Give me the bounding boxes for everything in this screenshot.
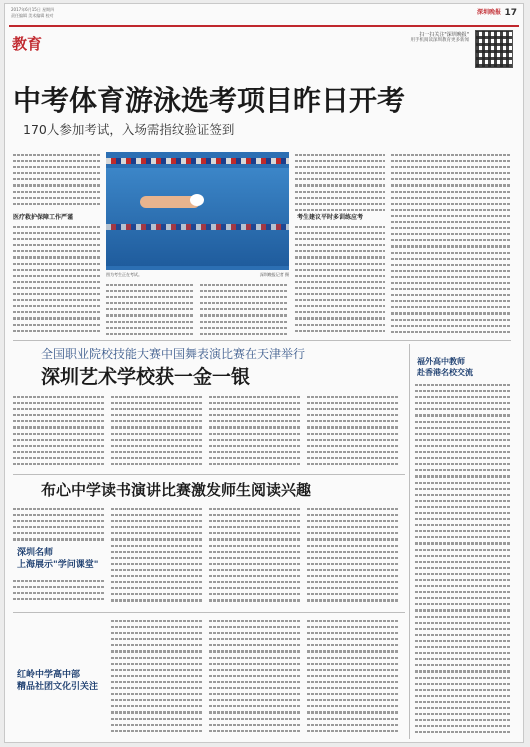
article2-headline[interactable]: 深圳艺术学校获一金一银 xyxy=(41,366,251,388)
article1-subhead: 医疗救护保障工作严谨 xyxy=(13,214,74,221)
sidebar-divider xyxy=(409,344,410,739)
paper-logo: 深圳晚报 xyxy=(476,9,501,16)
article4-body-col3 xyxy=(307,618,399,738)
newspaper-page xyxy=(4,3,524,743)
article1-body-col4b xyxy=(295,224,385,336)
article2-body-col2 xyxy=(111,394,203,470)
article3-headline[interactable]: 布心中学读书演讲比赛激发师生阅读兴趣 xyxy=(41,481,312,499)
article1-body-col3 xyxy=(200,282,288,337)
divider xyxy=(13,612,405,613)
sidebar-story2-title-a[interactable]: 深圳名师 xyxy=(17,548,54,558)
sidebar-story3-title-a[interactable]: 红岭中学高中部 xyxy=(17,670,81,680)
article2-body-col4 xyxy=(307,394,399,470)
date-line: 2017年6月15日 星期四 xyxy=(11,7,55,12)
pool-water xyxy=(106,168,289,266)
article1-headline[interactable]: 中考体育游泳选考项目昨日开考 xyxy=(13,84,406,117)
article1-body-col1a xyxy=(13,152,101,212)
article1-body-col4a xyxy=(295,152,385,212)
promo-text xyxy=(341,32,469,44)
date-block xyxy=(11,7,151,19)
swimming-photo xyxy=(106,152,289,270)
article4-body-col1 xyxy=(111,618,203,738)
article4-body-col2 xyxy=(209,618,301,738)
section-title: 教育 xyxy=(12,35,43,53)
sidebar-story1-title-b[interactable]: 赴香港名校交流 xyxy=(417,368,473,377)
masthead xyxy=(9,6,519,26)
article3-body-col1 xyxy=(13,506,105,542)
sidebar-story1-title-a[interactable]: 福外高中教师 xyxy=(417,357,465,366)
article1-subheadline: 170人参加考试，入场需指纹验证签到 xyxy=(23,122,235,137)
article1-body-col2 xyxy=(106,282,194,337)
photo-credit: 深圳晚报记者 摄 xyxy=(259,272,289,277)
promo-line1: 扫一扫关注"深圳晚报" xyxy=(419,32,469,38)
article1-body-col5 xyxy=(391,152,511,336)
info-line: 责任编辑 美术编辑 校对 xyxy=(11,13,54,18)
divider xyxy=(13,340,511,341)
sidebar-story2-body xyxy=(13,578,105,606)
article2-kicker: 全国职业院校技能大赛中国舞表演比赛在天津举行 xyxy=(41,347,306,361)
caption-text: 图为考生正在考试。 xyxy=(106,272,142,277)
sidebar-story1-body xyxy=(415,382,511,738)
divider xyxy=(13,474,405,475)
article3-body-col2 xyxy=(111,506,203,606)
article2-body-col3 xyxy=(209,394,301,470)
article3-body-col4 xyxy=(307,506,399,606)
page-number: 17 xyxy=(504,8,517,18)
article1-subhead2: 考生建议平时多训练应考 xyxy=(297,214,364,221)
article1-body-col1b xyxy=(13,224,101,336)
masthead-rule xyxy=(9,25,519,27)
photo-caption xyxy=(106,272,289,278)
article2-body-col1 xyxy=(13,394,105,470)
lane-rope xyxy=(106,224,289,230)
lane-rope xyxy=(106,158,289,164)
article3-body-col3 xyxy=(209,506,301,606)
sidebar-story3-title-b[interactable]: 精品社团文化引关注 xyxy=(17,682,99,692)
qr-code[interactable] xyxy=(475,30,513,68)
sidebar-story2-title-b[interactable]: 上海展示"学问课堂" xyxy=(17,560,99,570)
promo-line2: 用手机阅读深圳教育更多新闻 xyxy=(410,38,469,43)
swim-cap xyxy=(190,194,204,206)
